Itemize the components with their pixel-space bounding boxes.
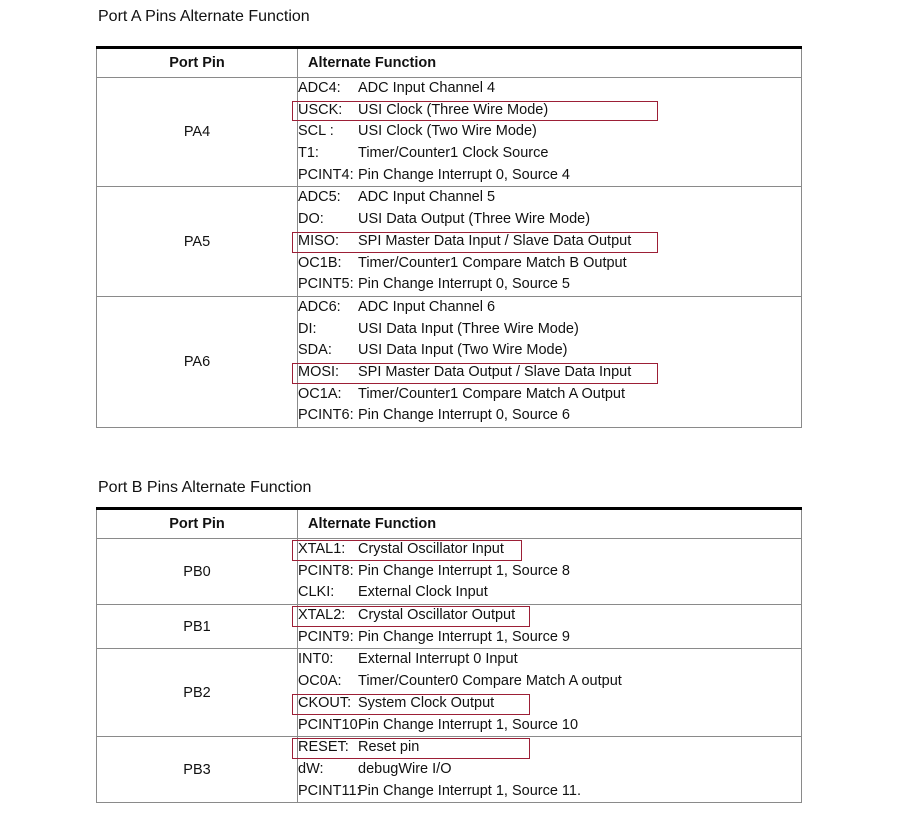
table-row (97, 296, 802, 427)
function-line (298, 649, 801, 671)
table-row (97, 539, 802, 605)
function-line (298, 384, 801, 406)
function-line (298, 121, 801, 143)
function-code: SCL : (298, 123, 334, 140)
function-code: PCINT10: (298, 716, 362, 733)
function-code: MISO: (298, 232, 340, 249)
function-line (298, 297, 801, 319)
function-description: ADC Input Channel 4 (358, 80, 496, 96)
table-row (97, 187, 802, 296)
table-row (97, 737, 802, 803)
function-code: INT0: (298, 651, 334, 668)
alternate-function-cell (298, 605, 802, 649)
highlighted-function-line (298, 605, 801, 627)
function-code: DO: (298, 211, 324, 228)
alternate-function-cell (298, 539, 802, 605)
function-line (298, 582, 801, 604)
function-line (298, 165, 801, 187)
function-line (298, 209, 801, 231)
table-row (97, 605, 802, 649)
port-b-table (96, 507, 802, 803)
function-description: Pin Change Interrupt 1, Source 9 (358, 628, 570, 645)
function-description: Reset pin (358, 739, 420, 756)
function-code: PCINT5: (298, 276, 354, 293)
function-description: Timer/Counter0 Compare Match A output (358, 673, 622, 690)
table-header-row (97, 509, 802, 539)
port-a-body (97, 78, 802, 428)
function-code: SDA: (298, 342, 332, 359)
function-description: ADC Input Channel 5 (358, 189, 496, 206)
port-a-caption: Port A Pins Alternate Function (98, 8, 310, 25)
function-description: USI Data Input (Three Wire Mode) (358, 320, 579, 337)
highlighted-function-line (298, 231, 801, 253)
function-description: Pin Change Interrupt 1, Source 8 (358, 562, 570, 579)
alternate-function-cell (298, 649, 802, 737)
function-description: Timer/Counter1 Clock Source (358, 145, 549, 162)
function-code: PCINT9: (298, 628, 354, 645)
function-line (298, 715, 801, 737)
port-pin-cell: PB0 (97, 539, 298, 605)
highlighted-function-line (298, 693, 801, 715)
function-code: OC1B: (298, 254, 342, 271)
function-description: Pin Change Interrupt 0, Source 6 (358, 407, 570, 424)
function-line (298, 340, 801, 362)
function-description: SPI Master Data Output / Slave Data Input (358, 363, 632, 380)
function-line (298, 319, 801, 341)
function-description: USI Data Output (Three Wire Mode) (358, 211, 591, 228)
function-line (298, 253, 801, 275)
function-code: USCK: (298, 101, 343, 118)
function-description: Timer/Counter1 Compare Match A Output (358, 385, 626, 402)
table-row (97, 649, 802, 737)
alternate-function-cell (298, 737, 802, 803)
function-code: XTAL1: (298, 541, 346, 557)
function-line (298, 187, 801, 209)
function-code: RESET: (298, 739, 349, 756)
function-code: PCINT11: (298, 782, 361, 799)
port-pin-cell: PA4 (97, 78, 298, 187)
function-code: ADC5: (298, 189, 341, 206)
highlighted-function-line (298, 362, 801, 384)
highlighted-function-line (298, 737, 801, 759)
function-line (298, 143, 801, 165)
function-code: OC0A: (298, 673, 342, 690)
function-description: Pin Change Interrupt 1, Source 10 (358, 716, 579, 733)
port-pin-cell: PB2 (97, 649, 298, 737)
function-description: USI Clock (Two Wire Mode) (358, 123, 537, 140)
highlighted-function-line (298, 100, 801, 122)
function-code: dW: (298, 760, 324, 777)
alternate-function-cell (298, 78, 802, 187)
function-line (298, 671, 801, 693)
function-description: Pin Change Interrupt 0, Source 4 (358, 166, 570, 183)
table-header-row (97, 48, 802, 78)
alternate-function-cell (298, 296, 802, 427)
function-code: OC1A: (298, 385, 342, 402)
function-description: External Clock Input (358, 584, 488, 601)
function-code: DI: (298, 320, 317, 337)
function-line (298, 627, 801, 649)
function-code: T1: (298, 145, 319, 162)
port-pin-cell: PB1 (97, 605, 298, 649)
function-description: Crystal Oscillator Input (358, 541, 504, 557)
port-b-caption: Port B Pins Alternate Function (98, 479, 312, 496)
function-description: Timer/Counter1 Compare Match B Output (358, 254, 627, 271)
highlighted-function-line (298, 539, 801, 561)
function-line (298, 561, 801, 583)
function-description: USI Data Input (Two Wire Mode) (358, 342, 568, 359)
alternate-function-cell (298, 187, 802, 296)
port-pin-cell: PA6 (97, 296, 298, 427)
function-code: ADC6: (298, 298, 341, 315)
alternate-function-header: Alternate Function (298, 509, 802, 539)
function-description: debugWire I/O (358, 760, 452, 777)
function-code: CKOUT: (298, 694, 352, 711)
table-row (97, 78, 802, 187)
function-line (298, 781, 801, 803)
function-code: PCINT4: (298, 166, 354, 183)
function-code: XTAL2: (298, 607, 346, 624)
alternate-function-header: Alternate Function (298, 48, 802, 78)
port-pin-cell: PA5 (97, 187, 298, 296)
function-description: Crystal Oscillator Output (358, 607, 516, 624)
function-description: System Clock Output (358, 694, 495, 711)
function-code: PCINT8: (298, 562, 354, 579)
function-description: ADC Input Channel 6 (358, 298, 496, 315)
function-description: Pin Change Interrupt 0, Source 5 (358, 276, 570, 293)
function-code: PCINT6: (298, 407, 354, 424)
function-code: MOSI: (298, 363, 340, 380)
port-pin-header: Port Pin (97, 48, 298, 78)
function-code: ADC4: (298, 80, 341, 96)
port-pin-cell: PB3 (97, 737, 298, 803)
function-description: SPI Master Data Input / Slave Data Output (358, 232, 632, 249)
function-line (298, 759, 801, 781)
port-b-body (97, 539, 802, 803)
function-line (298, 405, 801, 427)
function-code: CLKI: (298, 584, 335, 601)
port-a-table (96, 46, 802, 428)
function-description: External Interrupt 0 Input (358, 651, 518, 668)
function-line (298, 274, 801, 296)
function-description: USI Clock (Three Wire Mode) (358, 101, 549, 118)
port-pin-header: Port Pin (97, 509, 298, 539)
function-description: Pin Change Interrupt 1, Source 11. (358, 782, 582, 799)
function-line (298, 78, 801, 100)
